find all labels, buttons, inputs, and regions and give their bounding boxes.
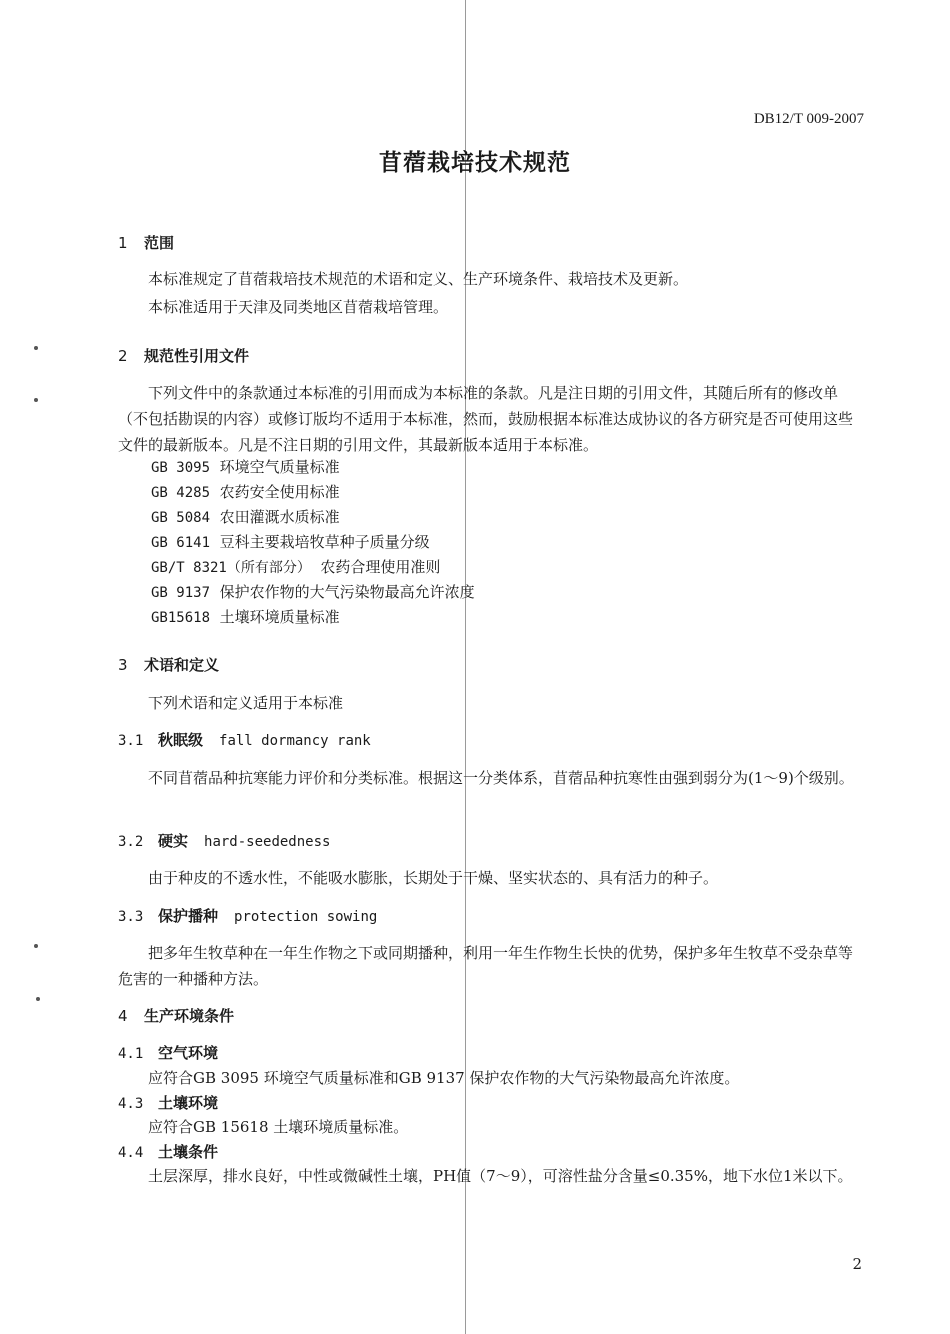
- subsection-heading: [118, 1141, 234, 1162]
- term-number: 3.3: [118, 909, 144, 925]
- section-number: 1: [118, 234, 128, 252]
- term-definition: 不同苜蓿品种抗寒能力评价和分类标准。根据这一分类体系，苜蓿品种抗寒性由强到弱分为(1～9)个级别。: [148, 769, 854, 787]
- reference-code: GB 4285: [151, 485, 211, 501]
- reference-name: 土壤环境质量标准: [219, 608, 340, 626]
- subsection-title: 空气环境: [158, 1044, 219, 1062]
- reference-code: GB 9137: [151, 585, 211, 601]
- scan-speck: [34, 944, 38, 948]
- section-title: 术语和定义: [144, 656, 220, 674]
- reference-code: GB 6141: [151, 535, 211, 551]
- reference-name: 农田灌溉水质标准: [219, 508, 340, 526]
- paragraph: 土层深厚，排水良好，中性或微碱性土壤，PH值（7～9），可溶性盐分含量≤0.35%，地下水位1米以下。: [148, 1167, 853, 1185]
- paragraph: 应符合GB 15618 土壤环境质量标准。: [148, 1118, 409, 1136]
- term-english: protection sowing: [234, 909, 378, 925]
- page-number: 2: [852, 1255, 862, 1273]
- scan-speck: [36, 997, 40, 1001]
- paragraph: 本标准规定了苜蓿栽培技术规范的术语和定义、生产环境条件、栽培技术及更新。: [148, 270, 689, 288]
- section-heading: [118, 232, 174, 253]
- subsection-number: 4.3: [118, 1096, 144, 1112]
- term-definition: 由于种皮的不透水性，不能吸水膨胀，长期处于干燥、坚实状态的、具有活力的种子。: [148, 869, 719, 887]
- subsection-title: 土壤条件: [158, 1143, 219, 1161]
- scan-speck: [34, 346, 38, 350]
- section-number: 4: [118, 1007, 128, 1025]
- section-title: 规范性引用文件: [144, 347, 250, 365]
- reference-name: 豆科主要栽培牧草种子质量分级: [219, 533, 430, 551]
- standard-code: DB12/T 009-2007: [753, 111, 864, 127]
- reference-item: [151, 481, 340, 502]
- section-heading: [118, 654, 219, 675]
- reference-item: [151, 531, 430, 552]
- reference-code: GB/T 8321（所有部分）: [151, 560, 311, 576]
- section-heading: [118, 1005, 234, 1026]
- reference-code: GB15618: [151, 610, 211, 626]
- section-number: 2: [118, 347, 128, 365]
- term-english: hard-seededness: [204, 834, 331, 850]
- term-number: 3.2: [118, 834, 144, 850]
- scan-fold-line: [465, 0, 466, 1334]
- reference-name: 环境空气质量标准: [219, 458, 340, 476]
- section-number: 3: [118, 656, 128, 674]
- term-heading: [118, 905, 377, 926]
- term-definition: 把多年生牧草种在一年生作物之下或同期播种，利用一年生作物生长快的优势，保护多年生牧草不受杂草等危害的一种播种方法。: [118, 944, 854, 988]
- subsection-number: 4.1: [118, 1046, 144, 1062]
- term-chinese: 保护播种: [158, 907, 219, 925]
- reference-name: 农药安全使用标准: [219, 483, 340, 501]
- subsection-heading: [118, 1042, 234, 1063]
- reference-item: [151, 606, 340, 627]
- reference-name: 保护农作物的大气污染物最高允许浓度: [219, 583, 475, 601]
- subsection-number: 4.4: [118, 1145, 144, 1161]
- paragraph: 应符合GB 3095 环境空气质量标准和GB 9137 保护农作物的大气污染物最高允许浓度。: [148, 1069, 740, 1087]
- section-heading: [118, 345, 249, 366]
- subsection-title: 土壤环境: [158, 1094, 219, 1112]
- paragraph: 下列文件中的条款通过本标准的引用而成为本标准的条款。凡是注日期的引用文件，其随后所有的修改单（不包括勘误的内容）或修订版均不适用于本标准，然而，鼓励根据本标准达成协议的各方研究是否可使用这些文件的最新版本。凡是不注日期的引用文件，其最新版本适用于本标准。: [118, 384, 854, 454]
- reference-code: GB 5084: [151, 510, 211, 526]
- term-chinese: 硬实: [158, 832, 189, 850]
- reference-item: [151, 456, 340, 477]
- reference-code: GB 3095: [151, 460, 211, 476]
- term-english: fall dormancy rank: [219, 733, 371, 749]
- page-title: 苜蓿栽培技术规范: [379, 149, 571, 176]
- reference-name: 农药合理使用准则: [320, 558, 441, 576]
- term-number: 3.1: [118, 733, 144, 749]
- term-chinese: 秋眠级: [158, 731, 204, 749]
- section-title: 范围: [144, 234, 175, 252]
- reference-item: [151, 581, 475, 602]
- reference-item: [151, 556, 440, 577]
- section-title: 生产环境条件: [144, 1007, 235, 1025]
- term-heading: [118, 830, 330, 851]
- term-heading: [118, 729, 371, 750]
- reference-item: [151, 506, 340, 527]
- paragraph: 下列术语和定义适用于本标准: [148, 694, 344, 712]
- scan-speck: [34, 398, 38, 402]
- subsection-heading: [118, 1092, 234, 1113]
- paragraph: 本标准适用于天津及同类地区苜蓿栽培管理。: [148, 298, 449, 316]
